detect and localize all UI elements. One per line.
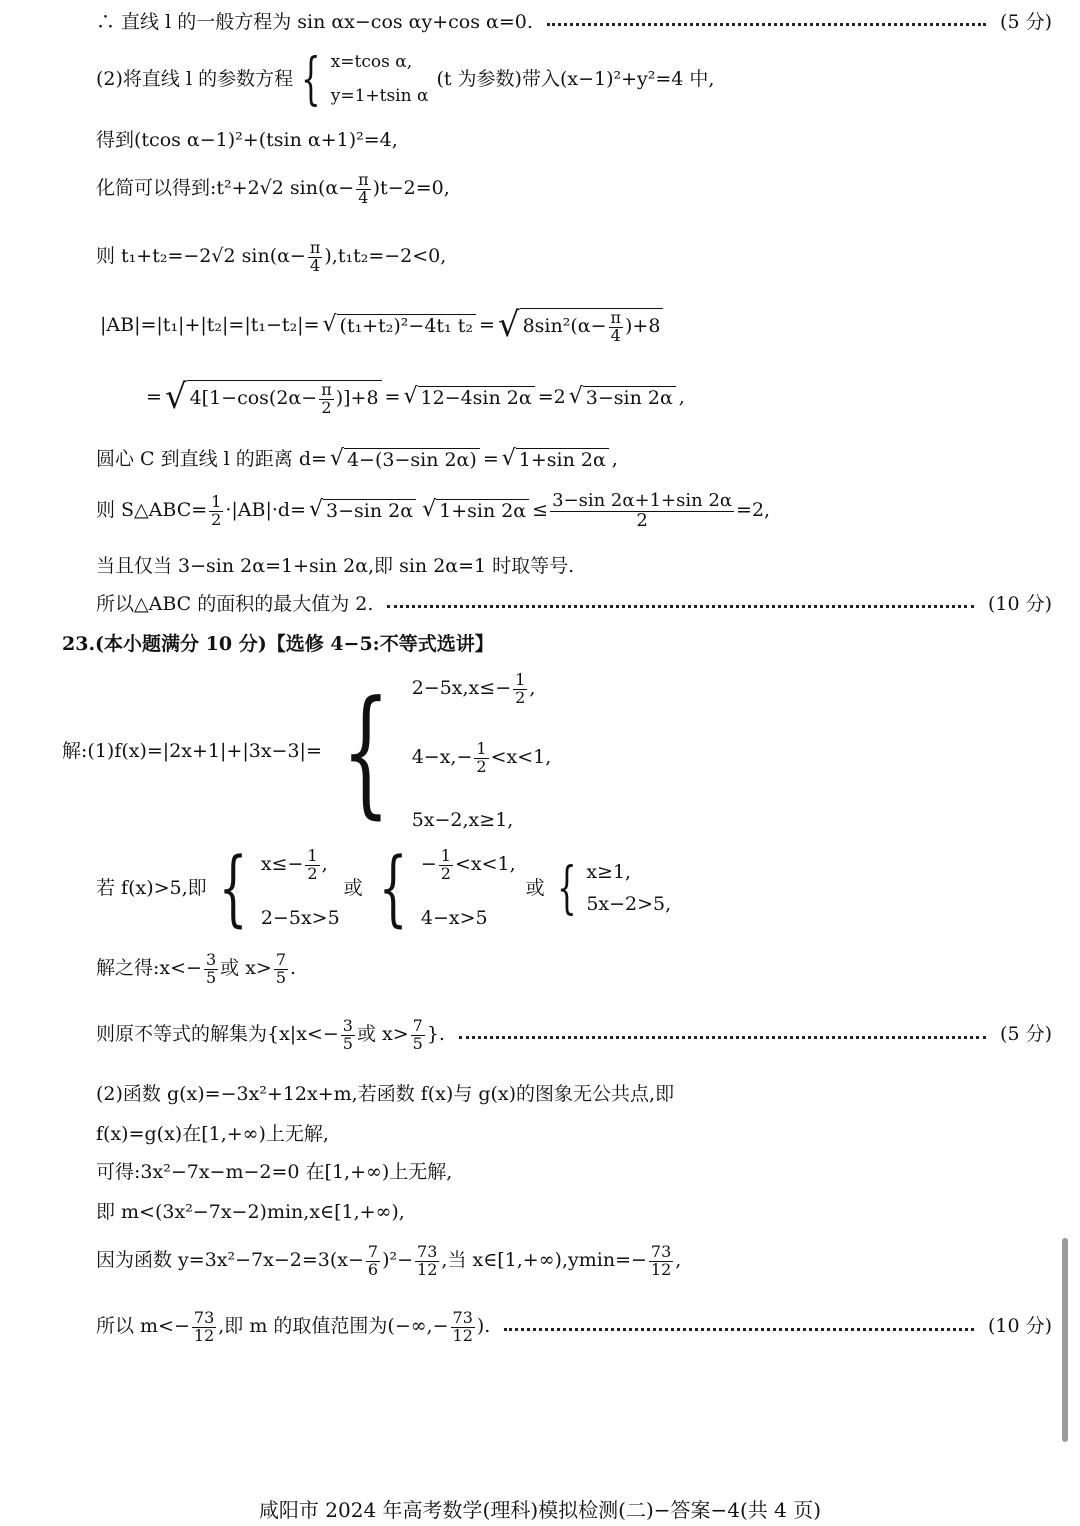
text: 则 t₁+t₂=−2√2 sin(α−	[96, 245, 306, 268]
text: =2	[537, 386, 566, 409]
leader-dots	[504, 1328, 974, 1331]
line-no-solution	[96, 1124, 1052, 1146]
line-systems	[96, 841, 1052, 936]
text: 圆心 C 到直线 l 的距离 d=	[96, 448, 327, 470]
text: 若 f(x)>5,即	[96, 877, 207, 900]
line-m-condition	[96, 1202, 1052, 1224]
score-label: (10 分)	[987, 593, 1052, 615]
case-line: 2−5x,x≤− $\frac{1}{2}$ ,	[411, 670, 536, 707]
text: ).	[476, 1315, 491, 1338]
case-line: x≤− $\frac{1}{2}$ ,	[260, 846, 328, 883]
cases	[331, 53, 429, 107]
line-area	[96, 492, 1052, 531]
fraction: $\frac{\pi}{4}$	[309, 238, 321, 275]
text: 可得:3x²−7x−m−2=0 在[1,+∞)上无解,	[96, 1161, 453, 1183]
text: |AB|=|t₁|+|t₂|=|t₁−t₂|=	[100, 314, 320, 337]
sqrt: √ 4[1−cos(2α− $\frac{\pi}{2}$ )]+8	[165, 380, 382, 417]
text: (2)函数 g(x)=−3x²+12x+m,若函数 f(x)与 g(x)的图象无公共点,即	[96, 1083, 675, 1105]
sqrt: √ 8sin²(α− $\frac{\pi}{4}$ )+8	[498, 308, 664, 345]
text: =	[384, 386, 401, 409]
brace: {	[378, 841, 408, 936]
line-ab-length	[100, 305, 1052, 345]
text: 或	[525, 877, 545, 900]
sqrt: √ 12−4sin 2α	[403, 386, 534, 410]
case-line: 5x−2,x≥1,	[411, 809, 514, 832]
fraction: $\frac{1}{2}$	[211, 492, 222, 529]
text: 得到(tcos α−1)²+(tsin α+1)²=4,	[96, 129, 398, 151]
text: )²−	[382, 1249, 414, 1272]
fraction: $\frac{73}{12}$	[417, 1242, 438, 1279]
line-vieta	[96, 240, 1052, 275]
text: ,	[611, 448, 618, 470]
fraction: $\frac{7}{6}$	[367, 1242, 379, 1279]
text: 所以△ABC 的面积的最大值为 2.	[96, 593, 374, 615]
line-max-area	[96, 594, 1052, 616]
text: 即 m<(3x²−7x−2)min,x∈[1,+∞),	[96, 1201, 405, 1223]
cases	[261, 848, 340, 930]
fraction: $\frac{3}{5}$	[342, 1016, 353, 1053]
score-label: (10 分)	[987, 1315, 1052, 1338]
line-general-equation	[96, 12, 1052, 34]
text: ,当 x∈[1,+∞),ymin=−	[441, 1249, 647, 1272]
scrollbar-thumb[interactable]	[1062, 1238, 1068, 1442]
line-solution	[96, 952, 1052, 987]
text: =	[478, 314, 495, 337]
line-quadratic	[96, 1162, 1052, 1184]
sqrt: √ 3−sin 2α	[569, 386, 676, 410]
line-minimum	[96, 1244, 1052, 1279]
text: ,即 m 的取值范围为(−∞,−	[218, 1315, 449, 1338]
line-piecewise	[62, 672, 1052, 832]
brace: {	[556, 856, 577, 921]
line-distance	[96, 448, 1052, 472]
text: 则 S△ABC=	[96, 499, 208, 522]
text: ,	[678, 386, 685, 409]
text: 所以 m<−	[96, 1315, 190, 1338]
text: 解:(1)f(x)=|2x+1|+|3x−3|=	[62, 740, 322, 763]
text: (t 为参数)带入(x−1)²+y²=4 中,	[436, 68, 715, 91]
brace: {	[301, 47, 321, 112]
line-part2-intro	[96, 1084, 1052, 1106]
text: 因为函数 y=3x²−7x−2=3(x−	[96, 1249, 364, 1272]
text: ∴ 直线 l 的一般方程为 sin αx−cos αy+cos α=0.	[96, 11, 533, 33]
text: ≤	[532, 499, 549, 522]
text: 或 x>	[220, 957, 272, 980]
line-ab-simplified	[146, 377, 1052, 417]
text: ,	[675, 1249, 682, 1272]
text: 化简可以得到:t²+2√2 sin(α−	[96, 177, 355, 200]
sqrt: √ 3−sin 2α	[309, 499, 416, 523]
text: (2)将直线 l 的参数方程	[96, 68, 294, 91]
brace: {	[341, 671, 390, 832]
question-23-heading	[62, 634, 1052, 656]
case-line: 4−x,− $\frac{1}{2}$ <x<1,	[411, 739, 552, 776]
cases	[421, 848, 516, 930]
sqrt: √ (t₁+t₂)²−4t₁ t₂	[323, 314, 476, 338]
line-parametric	[96, 47, 1052, 112]
text: 或 x>	[356, 1023, 409, 1046]
line-substitution	[96, 130, 1052, 152]
sqrt: √ 1+sin 2α	[502, 448, 609, 472]
fraction: $\frac{73}{12}$	[452, 1308, 473, 1345]
sqrt: √ 1+sin 2α	[422, 499, 529, 523]
case-line: 2−5x>5	[260, 907, 340, 930]
fraction: $\frac{3-\sin 2\alpha+1+\sin 2\alpha}{2}$	[552, 490, 733, 531]
fraction: $\frac{73}{12}$	[650, 1242, 672, 1279]
case-line: 4−x>5	[420, 907, 488, 930]
text: }.	[426, 1023, 445, 1046]
line-solution-set	[96, 1018, 1052, 1053]
line-equality-condition	[96, 556, 1052, 578]
case-line: 5x−2>5,	[586, 893, 672, 916]
cases	[412, 672, 552, 832]
text: 则原不等式的解集为{x|x<−	[96, 1023, 339, 1046]
fraction: $\frac{\pi}{4}$	[358, 170, 369, 207]
fraction: $\frac{73}{12}$	[193, 1308, 215, 1345]
text: 解之得:x<−	[96, 957, 202, 980]
cases	[586, 862, 671, 916]
case-line: x≥1,	[586, 861, 632, 883]
text: 或	[343, 877, 363, 900]
text: )t−2=0,	[372, 177, 450, 200]
text: 当且仅当 3−sin 2α=1+sin 2α,即 sin 2α=1 时取等号.	[96, 555, 575, 577]
score-label: (5 分)	[1000, 1023, 1052, 1046]
fraction: $\frac{3}{5}$	[205, 950, 217, 987]
text: .	[290, 957, 297, 980]
brace: {	[218, 841, 248, 936]
case-line: − $\frac{1}{2}$ <x<1,	[420, 846, 516, 883]
fraction: $\frac{7}{5}$	[275, 950, 287, 987]
page-footer: 咸阳市 2024 年高考数学(理科)模拟检测(二)−答案−4(共 4 页)	[258, 1498, 822, 1522]
line-simplify	[96, 172, 1052, 207]
text: f(x)=g(x)在[1,+∞)上无解,	[96, 1123, 329, 1145]
text: ),t₁t₂=−2<0,	[324, 245, 447, 268]
line-m-range	[96, 1310, 1052, 1345]
leader-dots	[547, 23, 986, 26]
case-line: y=1+tsin α	[330, 86, 429, 107]
text: =2,	[736, 499, 771, 522]
text: 23.(本小题满分 10 分)【选修 4−5:不等式选讲】	[62, 633, 494, 655]
leader-dots	[387, 605, 974, 608]
score-label: (5 分)	[1000, 11, 1052, 33]
text: ·|AB|·d=	[225, 499, 307, 522]
sqrt: √ 4−(3−sin 2α)	[330, 448, 480, 472]
text: =	[482, 448, 499, 470]
text: =	[146, 386, 162, 409]
leader-dots	[459, 1036, 986, 1039]
fraction: $\frac{7}{5}$	[412, 1016, 423, 1053]
case-line: x=tcos α,	[330, 52, 413, 72]
